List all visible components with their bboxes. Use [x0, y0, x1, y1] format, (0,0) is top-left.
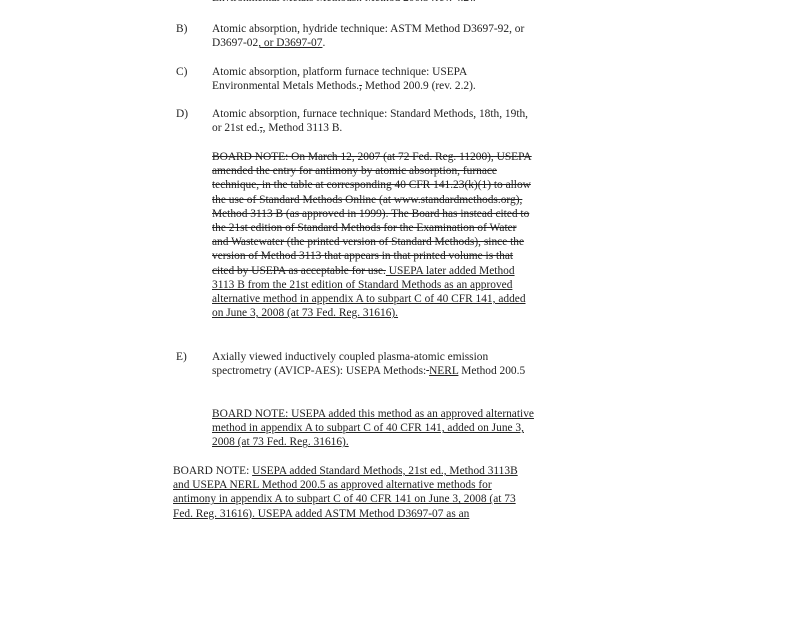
item-text: [212, 107, 534, 135]
text-run: or D3697-07: [261, 37, 323, 50]
item-letter: E): [176, 351, 187, 363]
text-run: USEPA added Standard Methods, 21st ed., Method 3113B and USEPA NERL Method 200.5 as approved alternative methods for antimony in appendix A to subpart C of 40 CFR 141 on June 3, 2008 (at 73 Fed. Reg. 31616). USEPA added ASTM Method D3697-07 as an: [173, 465, 518, 520]
item-letter: C): [176, 66, 188, 78]
text-run: ,: [258, 37, 262, 50]
text-run: , Method 3113 B.: [262, 122, 343, 135]
text-run: BOARD NOTE: USEPA added this method as an approved alternative method in appendix A to subpart C of 40 CFR 141, added on June 3, 2008 (at 73 Fed. Reg. 31616).: [212, 408, 534, 449]
board-note-final: [173, 464, 533, 521]
item-text: [212, 22, 534, 50]
board-note-antimony-3113: [212, 150, 534, 320]
text-run: ,: [359, 80, 362, 93]
text-run: Axially viewed inductively coupled plasma-atomic emission spectrometry (AVICP-AES): USEPA Methods:: [212, 351, 489, 378]
text-run: Method 200.5: [458, 365, 526, 378]
text-run: USEPA later added Method 3113 B from the 21st edition of Standard Methods as an approved alternative method in appendix A to subpart C of 40 CFR 141, added on June 3, 2008 (at 73 Fed. Reg. 31616).: [212, 264, 526, 320]
text-run: Atomic absorption, hydride technique: ASTM Method D3697-92, or D3697-02: [212, 23, 525, 50]
text-run: ,: [259, 122, 263, 135]
text-run: NERL: [429, 365, 459, 378]
text-run: BOARD NOTE:: [173, 465, 253, 477]
text-run: Method 200.9 (rev. 2.2).: [361, 80, 476, 93]
item-text: [212, 65, 534, 93]
text-run: Atomic absorption, platform furnace technique: USEPA Environmental Metals Methods.: [212, 66, 467, 93]
text-run: BOARD NOTE: On March 12, 2007 (at 72 Fed. Reg. 11200), USEPA amended the entry for antimony by atomic absorption, furnace technique, in the table at corresponding 40 CFR 141.23(k)(1) to allow the use of Standard Methods Online (at www.standardmethods.org), Method 3113 B (as approved in 1999). The Board has instead cited to the 21st edition of Standard Methods for the Examination of Water and Wastewater (the printed version of Standard Methods), since the version of Method 3113 that appears in that printed volume is that cited by USEPA as acceptable for use.: [212, 151, 532, 277]
text-run: Atomic absorption, furnace technique: Standard Methods, 18th, 19th, or 21st ed.: [212, 108, 529, 135]
board-note-200-5: [212, 407, 534, 450]
cropped-top-line: [212, 0, 532, 1]
item-text: [212, 350, 534, 378]
text-run: .: [322, 37, 326, 50]
item-letter: D): [176, 108, 189, 120]
item-letter: B): [176, 23, 188, 35]
